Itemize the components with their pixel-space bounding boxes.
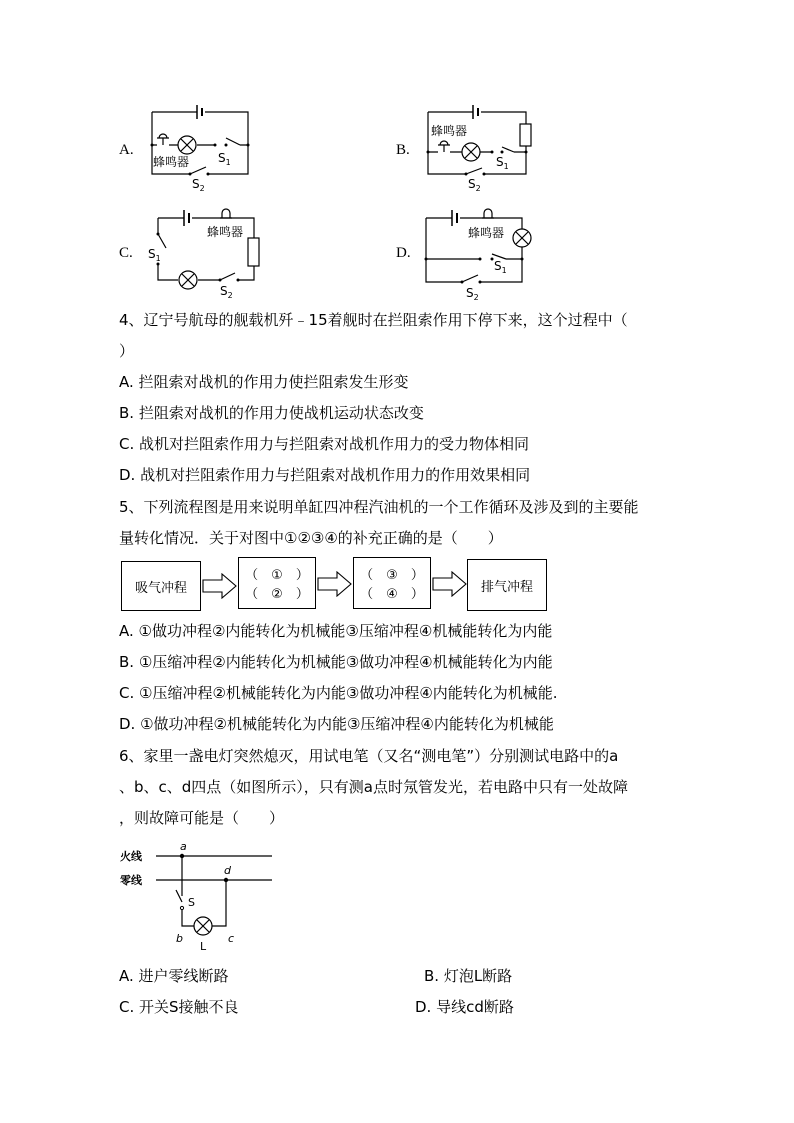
q3-option-c-circuit	[140, 204, 270, 300]
q6-point-c: c	[228, 932, 235, 945]
q3-c-s2-label: $S_2$	[220, 284, 233, 300]
q3-b-s1-label: $S_1$	[496, 155, 509, 171]
q5-flow-box-intake	[121, 561, 201, 611]
q5-option-b: B. ①压缩冲程②内能转化为机械能③做功冲程④机械能转化为内能	[119, 653, 553, 671]
q5-flow-arrow-3	[432, 571, 468, 597]
q5-flow-arrow-1	[202, 573, 238, 599]
q4-option-d: D. 战机对拦阻索作用力与拦阻索对战机作用力的作用效果相同	[119, 466, 531, 484]
q5-stem-line2: 量转化情况．关于对图中①②③④的补充正确的是（ ）	[119, 529, 503, 547]
q5-flow-blank-3: （ ③ ）	[360, 568, 424, 583]
q5-flow-box-exhaust-label: 排气冲程	[480, 579, 533, 595]
q4-option-b: B. 拦阻索对战机的作用力使战机运动状态改变	[119, 404, 424, 422]
q6-option-a: A. 进户零线断路	[119, 967, 229, 985]
q5-flow-blank-4: （ ④ ）	[360, 587, 424, 602]
q5-flow-arrow-2	[317, 571, 353, 597]
q3-b-buzzer-label: 蜂鸣器	[431, 124, 468, 138]
q4-option-c: C. 战机对拦阻索作用力与拦阻索对战机作用力的受力物体相同	[119, 435, 530, 453]
q6-circuit-figure	[120, 838, 290, 954]
q6-option-b: B. 灯泡L断路	[424, 967, 513, 985]
q6-option-d: D. 导线cd断路	[415, 998, 514, 1016]
q6-lamp-label: L	[200, 940, 207, 953]
q5-flow-box-3	[353, 557, 431, 609]
q6-point-b: b	[176, 932, 183, 945]
q3-option-d-letter: D.	[396, 245, 411, 261]
q3-option-b-circuit	[418, 102, 538, 194]
q6-neutral-wire-label: 零线	[120, 874, 142, 887]
q3-a-s1-label: $S_1$	[218, 151, 231, 167]
q3-option-a-letter: A.	[119, 142, 134, 158]
q3-c-buzzer-label: 蜂鸣器	[207, 225, 244, 239]
q5-flow-blank-2: （ ② ）	[245, 587, 309, 602]
q6-stem-line2: 、b、c、d四点（如图所示），只有测a点时氖管发光，若电路中只有一处故障	[119, 778, 628, 796]
q3-option-b-letter: B.	[396, 142, 410, 158]
q5-flow-box-intake-label: 吸气冲程	[134, 580, 187, 596]
q4-stem-line2: ）	[119, 342, 135, 360]
q6-point-d: d	[224, 864, 231, 877]
q3-c-s1-label: $S_1$	[148, 247, 161, 263]
q3-d-s2-label: $S_2$	[466, 286, 479, 300]
q5-flow-blank-1: （ ① ）	[245, 568, 309, 583]
q6-stem-line1: 6、家里一盏电灯突然熄灭，用试电笔（又名“测电笔”）分别测试电路中的a	[119, 747, 619, 765]
q3-option-a-circuit	[140, 102, 260, 194]
q4-stem-line1: 4、辽宁号航母的舰载机歼﹣15着舰时在拦阻索作用下停下来，这个过程中（	[119, 311, 628, 329]
q3-option-d-circuit	[418, 204, 538, 300]
q3-d-buzzer-label: 蜂鸣器	[468, 226, 505, 240]
q6-option-c: C. 开关S接触不良	[119, 998, 239, 1016]
q6-live-wire-label: 火线	[120, 850, 142, 863]
q4-option-a: A. 拦阻索对战机的作用力使拦阻索发生形变	[119, 373, 409, 391]
q3-option-c-letter: C.	[119, 245, 133, 261]
q5-flow-box-2	[238, 557, 316, 609]
q5-option-a: A. ①做功冲程②内能转化为机械能③压缩冲程④机械能转化为内能	[119, 622, 553, 640]
q5-option-c: C. ①压缩冲程②机械能转化为内能③做功冲程④内能转化为机械能.	[119, 684, 558, 702]
q3-b-s2-label: $S_2$	[468, 177, 481, 193]
q3-d-s1-label: $S_1$	[494, 259, 507, 275]
q6-point-a: a	[180, 840, 187, 853]
q3-a-s2-label: $S_2$	[192, 177, 205, 193]
q5-stem-line1: 5、下列流程图是用来说明单缸四冲程汽油机的一个工作循环及涉及到的主要能	[119, 498, 639, 516]
q5-flow-box-exhaust	[467, 559, 547, 611]
q3-a-buzzer-label: 蜂鸣器	[153, 155, 190, 169]
q6-stem-line3: ，则故障可能是（ ）	[119, 809, 285, 827]
q6-switch-label: S	[188, 896, 195, 909]
q5-option-d: D. ①做功冲程②机械能转化为内能③压缩冲程④内能转化为机械能	[119, 715, 554, 733]
